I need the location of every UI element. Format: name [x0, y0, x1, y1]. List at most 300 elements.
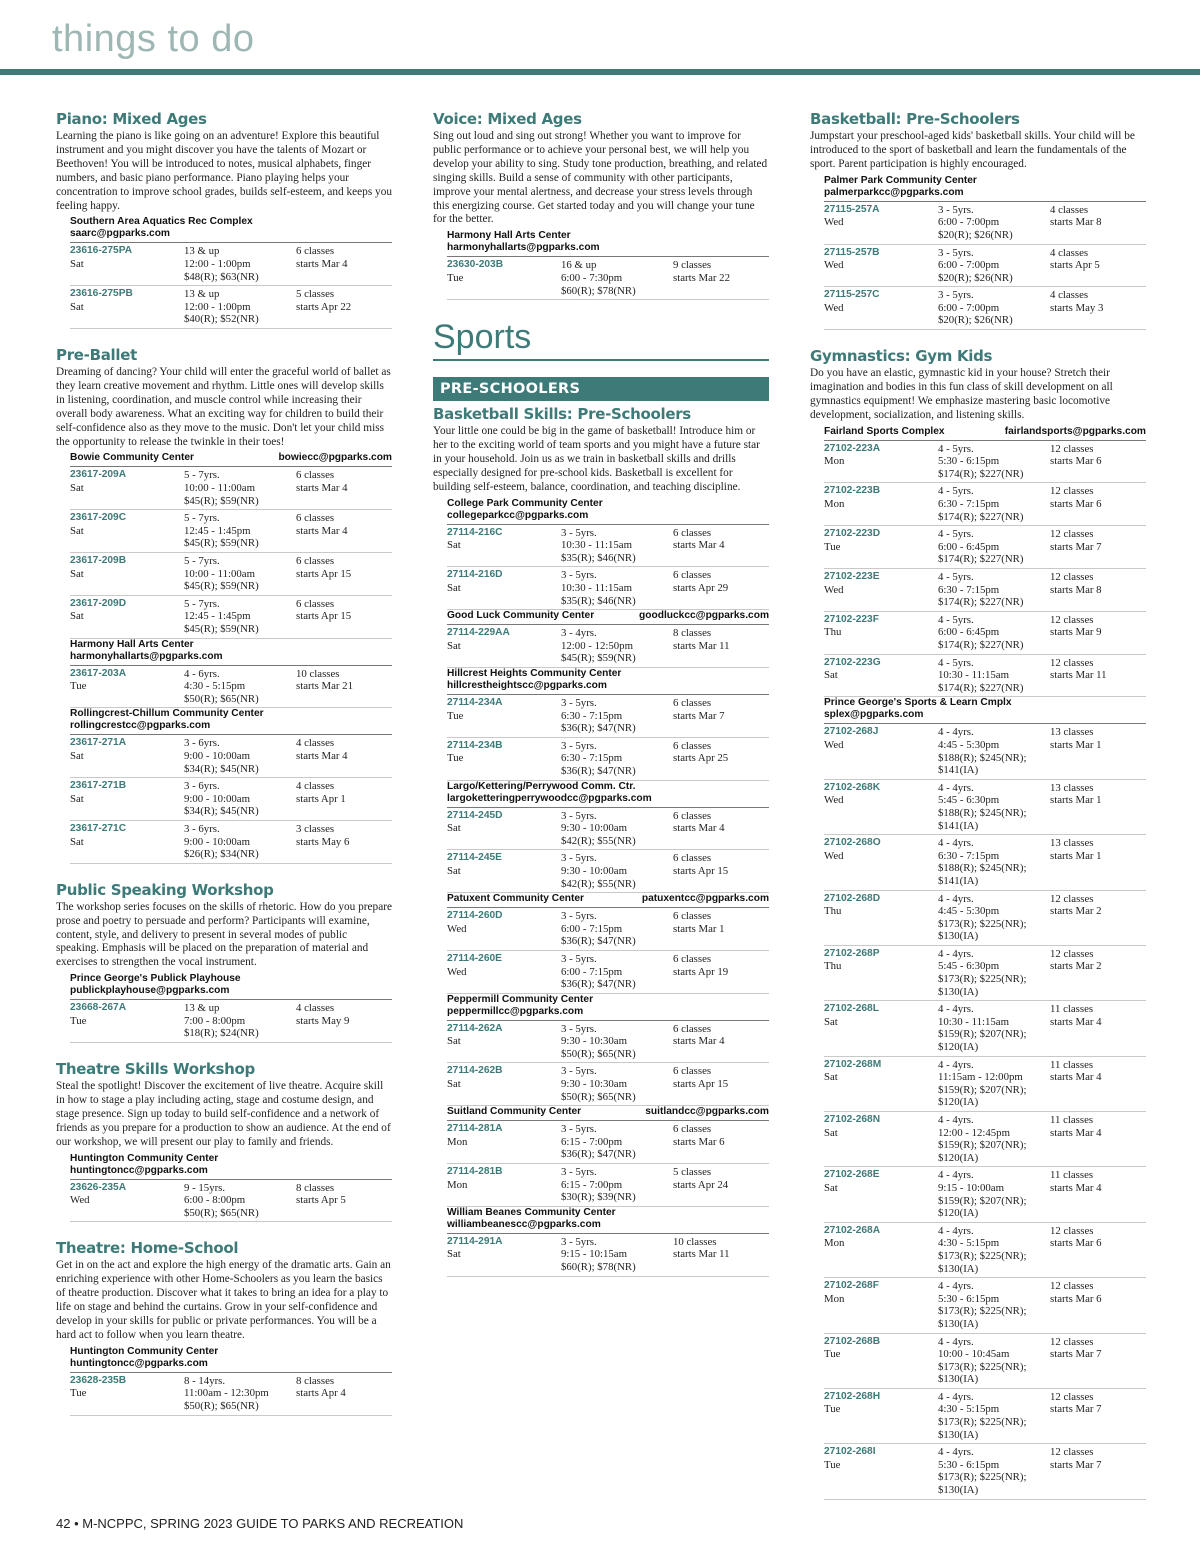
class-details-cell — [938, 289, 1050, 327]
class-start: starts Mar 4 — [296, 258, 348, 271]
location-header — [447, 994, 769, 1021]
class-start: starts Apr 5 — [1050, 259, 1100, 272]
class-code: 27114-245E — [447, 852, 502, 864]
class-schedule-cell — [1050, 247, 1146, 285]
class-start: starts Mar 7 — [673, 709, 725, 722]
class-start: starts Mar 6 — [1050, 1237, 1102, 1250]
class-start: starts Mar 1 — [1050, 738, 1102, 751]
class-day: Sat — [70, 792, 84, 805]
class-code-cell — [824, 247, 938, 285]
class-schedule-cell — [673, 1065, 769, 1103]
class-code-cell — [824, 289, 938, 327]
class-age: 3 - 6yrs. — [184, 822, 220, 835]
class-details-cell — [938, 247, 1050, 285]
class-count: 6 classes — [673, 569, 712, 582]
class-age: 4 - 4yrs. — [938, 1114, 974, 1126]
class-details-cell — [184, 1002, 296, 1040]
location-header — [447, 1106, 769, 1121]
class-fee: $50(R); $65(NR) — [561, 1090, 636, 1103]
class-code-cell — [824, 726, 938, 776]
class-count: 11 classes — [1050, 1058, 1094, 1071]
location-name: Good Luck Community Center — [447, 610, 595, 622]
class-time: 10:30 - 11:15am — [938, 669, 1009, 682]
class-details-cell — [561, 697, 673, 735]
location-name: Huntington Community Center — [70, 1345, 219, 1357]
class-day: Sat — [447, 1035, 461, 1048]
class-start: starts Mar 7 — [1050, 540, 1102, 553]
class-fee: $36(R); $47(NR) — [561, 764, 636, 777]
class-code-cell — [447, 1236, 561, 1274]
class-start: starts Apr 15 — [296, 567, 352, 580]
class-age: 3 - 5yrs. — [561, 569, 597, 582]
class-row — [70, 596, 392, 639]
class-details-cell — [938, 485, 1050, 523]
location-name: William Beanes Community Center — [447, 1206, 616, 1218]
class-count: 4 classes — [296, 737, 335, 750]
class-start: starts Mar 2 — [1050, 960, 1102, 973]
class-schedule-cell — [1050, 289, 1146, 327]
class-schedule-cell — [1050, 1391, 1146, 1441]
class-row — [447, 738, 769, 781]
program-section — [56, 110, 392, 329]
class-details-cell — [184, 288, 296, 326]
program-title: Basketball Skills: Pre-Schoolers — [433, 405, 691, 424]
class-details-cell — [938, 1169, 1050, 1219]
class-day: Sat — [70, 835, 84, 848]
class-schedule-cell — [1050, 1059, 1146, 1109]
location-email: hillcrestheightscc@pgparks.com — [447, 680, 607, 691]
page-header-title: things to do — [52, 18, 255, 60]
class-start: starts Apr 4 — [296, 1387, 346, 1400]
class-start: starts Mar 4 — [1050, 1015, 1102, 1028]
class-fee: $50(R); $65(NR) — [561, 1047, 636, 1060]
class-details-cell — [938, 1114, 1050, 1164]
class-day: Sat — [447, 1248, 461, 1261]
class-fee: $173(R); $225(NR); $130(IA) — [938, 1360, 1027, 1386]
class-code: 27115-257C — [824, 289, 880, 301]
class-schedule-cell — [1050, 443, 1146, 481]
class-count: 11 classes — [1050, 1169, 1094, 1182]
class-age: 4 - 5yrs. — [938, 613, 974, 626]
class-day: Sat — [447, 1078, 461, 1091]
class-start: starts Mar 6 — [673, 1135, 725, 1148]
class-day: Thu — [824, 626, 842, 639]
class-schedule-cell — [673, 569, 769, 607]
location-header — [70, 452, 392, 467]
class-start: starts Mar 8 — [1050, 583, 1102, 596]
class-day: Wed — [824, 301, 844, 314]
class-count: 6 classes — [296, 245, 335, 258]
class-schedule-cell — [296, 512, 392, 550]
class-time: 9:15 - 10:15am — [561, 1248, 627, 1261]
class-code: 27114-216D — [447, 569, 503, 581]
class-time: 9:30 - 10:30am — [561, 1078, 627, 1091]
class-start: starts Apr 15 — [673, 864, 729, 877]
class-start: starts Mar 6 — [1050, 498, 1102, 511]
class-fee: $30(R); $39(NR) — [561, 1191, 636, 1204]
class-time: 4:30 - 5:15pm — [938, 1403, 1000, 1416]
class-count: 10 classes — [296, 667, 340, 680]
class-code: 23617-209D — [70, 597, 127, 609]
program-section — [810, 347, 1146, 1500]
class-day: Wed — [824, 583, 844, 596]
class-day: Wed — [447, 965, 467, 978]
class-schedule-cell — [1050, 1336, 1146, 1386]
class-age: 4 - 4yrs. — [938, 1003, 974, 1016]
class-code-cell — [824, 614, 938, 652]
class-start: starts Apr 15 — [296, 610, 352, 623]
class-day: Mon — [824, 498, 845, 511]
class-time: 4:45 - 5:30pm — [938, 905, 1000, 918]
location-email: collegeparkcc@pgparks.com — [447, 509, 589, 521]
class-start: starts Mar 2 — [1050, 905, 1102, 918]
class-details-cell — [184, 737, 296, 775]
class-row — [824, 612, 1146, 655]
class-time: 10:30 - 11:15am — [561, 539, 632, 552]
location-name: Palmer Park Community Center — [824, 174, 977, 186]
class-day: Thu — [824, 960, 842, 973]
class-schedule-cell — [1050, 1280, 1146, 1330]
location-header — [447, 610, 769, 625]
program-description: Steal the spotlight! Discover the excitement of live theatre. Acquire skill in how to stage a play including acting, stage and costume design, and stage presence. Sign up today to build self-confidence and a network of friends as you prepare for a production to show an audience. At the end of our workshop, we will present our play to family and friends. — [56, 1080, 391, 1148]
class-fee: $174(R); $227(NR) — [938, 510, 1024, 523]
class-age: 3 - 6yrs. — [184, 780, 220, 793]
class-count: 4 classes — [296, 780, 335, 793]
class-row — [824, 724, 1146, 779]
class-time: 10:00 - 10:45am — [938, 1348, 1010, 1361]
class-fee: $159(R); $207(NR); $120(IA) — [938, 1194, 1027, 1220]
class-row — [447, 625, 769, 668]
class-age: 3 - 5yrs. — [561, 1166, 597, 1179]
location-name: Suitland Community Center — [447, 1106, 582, 1118]
class-count: 6 classes — [673, 739, 712, 752]
class-code-cell — [70, 737, 184, 775]
location-header — [70, 639, 392, 666]
location-email: publickplayhouse@pgparks.com — [70, 985, 230, 997]
class-count: 4 classes — [1050, 203, 1089, 216]
class-age: 13 & up — [184, 288, 220, 301]
class-time: 12:00 - 12:45pm — [938, 1126, 1010, 1139]
class-code: 23628-235B — [70, 1374, 127, 1386]
class-time: 12:00 - 12:50pm — [561, 639, 633, 652]
class-fee: $20(R); $26(NR) — [938, 314, 1013, 327]
class-age: 5 - 7yrs. — [184, 597, 220, 610]
class-start: starts Mar 1 — [1050, 794, 1102, 807]
class-details-cell — [938, 571, 1050, 609]
class-age: 4 - 4yrs. — [938, 837, 974, 850]
location-header — [447, 781, 769, 808]
program-section — [56, 1239, 392, 1415]
class-code: 23617-271B — [70, 780, 127, 792]
class-age: 16 & up — [561, 259, 597, 272]
class-count: 12 classes — [1050, 947, 1094, 960]
class-time: 5:45 - 6:30pm — [938, 960, 1000, 973]
class-code: 27114-234A — [447, 697, 503, 708]
class-row — [70, 553, 392, 596]
class-row — [824, 1278, 1146, 1333]
class-day: Tue — [447, 752, 464, 765]
location-name: Bowie Community Center — [70, 452, 194, 464]
class-details-cell — [561, 1065, 673, 1103]
class-code-cell — [70, 288, 184, 326]
class-count: 6 classes — [296, 555, 335, 567]
class-schedule-cell — [1050, 657, 1146, 695]
class-fee: $173(R); $225(NR); $130(IA) — [938, 917, 1027, 943]
program-title: Piano: Mixed Ages — [56, 110, 207, 128]
class-details-cell — [938, 1336, 1050, 1386]
class-row — [70, 243, 392, 286]
class-row — [824, 1389, 1146, 1444]
location-header — [824, 175, 1146, 202]
class-age: 3 - 5yrs. — [938, 246, 974, 259]
class-code-cell — [447, 740, 561, 778]
class-code-cell — [70, 1002, 184, 1040]
class-code: 27102-268A — [824, 1224, 881, 1236]
class-time: 6:00 - 7:00pm — [938, 259, 1000, 272]
class-code-cell — [447, 1023, 561, 1061]
class-code: 23617-271C — [70, 822, 127, 834]
class-count: 12 classes — [1050, 485, 1094, 498]
class-time: 6:15 - 7:00pm — [561, 1135, 623, 1148]
class-code: 27102-268M — [824, 1058, 882, 1070]
class-time: 10:00 - 11:00am — [184, 567, 255, 580]
class-code-cell — [824, 948, 938, 998]
class-count: 12 classes — [1050, 1390, 1094, 1403]
class-details-cell — [561, 569, 673, 607]
class-start: starts May 3 — [1050, 301, 1104, 314]
program-description: Learning the piano is like going on an adventure! Explore this beautiful instrument and you might discover you have the talents of Mozart or Beethoven! You will be introduced to notes, musical alphabets, finger numbers, and basic piano performance. Piano playing helps your concentration to improve school grades, builds self-esteem, and keeps you feeling happy. — [56, 130, 392, 212]
class-age: 3 - 5yrs. — [561, 1235, 597, 1248]
class-details-cell — [938, 1059, 1050, 1109]
program-title: Gymnastics: Gym Kids — [810, 347, 993, 366]
class-schedule-cell — [1050, 782, 1146, 832]
class-row — [70, 821, 392, 864]
class-row — [447, 1063, 769, 1106]
class-day: Sat — [824, 1181, 838, 1194]
class-age: 4 - 5yrs. — [938, 528, 974, 541]
class-row — [447, 567, 769, 610]
class-schedule-cell — [673, 852, 769, 890]
class-schedule-cell — [673, 1166, 769, 1204]
class-day: Sat — [70, 300, 84, 313]
location-name: College Park Community Center — [447, 497, 603, 509]
class-start: starts Mar 11 — [673, 1248, 730, 1261]
class-details-cell — [561, 1236, 673, 1274]
class-start: starts Mar 4 — [1050, 1126, 1102, 1139]
class-count: 13 classes — [1050, 781, 1094, 794]
location-header — [70, 1346, 392, 1373]
class-code: 27114-281A — [447, 1123, 503, 1135]
class-code-cell — [824, 1169, 938, 1219]
class-age: 4 - 5yrs. — [938, 442, 974, 455]
class-count: 6 classes — [673, 1123, 712, 1136]
program-section — [433, 405, 769, 1276]
class-row — [824, 1223, 1146, 1278]
class-start: starts Mar 4 — [1050, 1181, 1102, 1194]
location-header — [447, 668, 769, 695]
class-time: 9:30 - 10:00am — [561, 864, 627, 877]
class-code: 27102-268H — [824, 1390, 881, 1402]
location-header — [447, 498, 769, 525]
class-code: 27102-268D — [824, 892, 881, 904]
location-email: rollingcrestcc@pgparks.com — [70, 720, 211, 732]
class-schedule-cell — [296, 668, 392, 706]
class-age: 4 - 4yrs. — [938, 1058, 974, 1071]
class-row — [70, 1000, 392, 1043]
location-name: Southern Area Aquatics Rec Complex — [70, 216, 253, 228]
class-code: 27114-291A — [447, 1235, 503, 1247]
class-count: 4 classes — [1050, 289, 1089, 302]
location-line — [824, 426, 1146, 438]
class-fee: $18(R); $24(NR) — [184, 1027, 259, 1040]
class-day: Mon — [447, 1178, 468, 1191]
class-time: 6:30 - 7:15pm — [561, 709, 623, 722]
class-details-cell — [938, 782, 1050, 832]
class-code-cell — [824, 204, 938, 242]
class-age: 5 - 7yrs. — [184, 469, 220, 482]
class-time: 4:45 - 5:30pm — [938, 738, 1000, 751]
class-code: 23616-275PB — [70, 288, 133, 300]
class-details-cell — [938, 443, 1050, 481]
location-header — [447, 893, 769, 908]
class-day: Sat — [70, 258, 84, 271]
class-details-cell — [938, 1280, 1050, 1330]
class-fee: $173(R); $225(NR); $130(IA) — [938, 1249, 1027, 1275]
class-schedule-cell — [673, 1123, 769, 1161]
class-schedule-cell — [296, 1002, 392, 1040]
class-time: 9:00 - 10:00am — [184, 749, 250, 762]
category-banner: PRE-SCHOOLERS — [433, 377, 769, 401]
class-time: 6:30 - 7:15pm — [938, 498, 1000, 511]
class-details-cell — [561, 953, 673, 991]
program-title: Public Speaking Workshop — [56, 880, 274, 899]
class-code: 27102-223A — [824, 442, 881, 454]
class-fee: $159(R); $207(NR); $120(IA) — [938, 1028, 1027, 1054]
class-details-cell — [938, 528, 1050, 566]
class-age: 3 - 5yrs. — [561, 910, 597, 923]
class-age: 4 - 6yrs. — [184, 667, 220, 680]
location-email: harmonyhallarts@pgparks.com — [447, 242, 600, 254]
class-age: 8 - 14yrs. — [184, 1374, 226, 1387]
class-count: 13 classes — [1050, 837, 1094, 850]
location-email: huntingtoncc@pgparks.com — [70, 1164, 208, 1176]
class-day: Wed — [824, 738, 844, 751]
class-row — [70, 286, 392, 329]
class-age: 3 - 5yrs. — [561, 739, 597, 752]
class-age: 4 - 4yrs. — [938, 947, 974, 960]
class-day: Wed — [824, 849, 844, 862]
class-schedule-cell — [296, 780, 392, 818]
class-details-cell — [561, 1023, 673, 1061]
class-schedule-cell — [1050, 1114, 1146, 1164]
class-row — [447, 908, 769, 951]
class-start: starts May 9 — [296, 1014, 350, 1027]
class-row — [824, 780, 1146, 835]
class-age: 4 - 4yrs. — [938, 1169, 974, 1182]
class-schedule-cell — [296, 598, 392, 636]
class-fee: $45(R); $59(NR) — [561, 652, 636, 665]
class-day: Wed — [824, 794, 844, 807]
class-code: 27102-223B — [824, 485, 881, 497]
class-code: 27102-268B — [824, 1335, 881, 1347]
class-time: 12:00 - 1:00pm — [184, 258, 251, 271]
class-time: 6:00 - 7:00pm — [938, 301, 1000, 314]
class-time: 9:30 - 10:30am — [561, 1035, 627, 1048]
class-count: 3 classes — [296, 822, 335, 835]
location-header — [70, 1153, 392, 1180]
class-fee: $173(R); $225(NR); $130(IA) — [938, 973, 1027, 998]
class-schedule-cell — [1050, 204, 1146, 242]
location-email: saarc@pgparks.com — [70, 228, 170, 240]
class-age: 3 - 5yrs. — [561, 809, 597, 822]
class-schedule-cell — [1050, 1003, 1146, 1053]
program-section — [810, 110, 1146, 330]
class-start: starts Mar 4 — [296, 482, 348, 495]
class-code-cell — [824, 1391, 938, 1441]
class-row — [824, 655, 1146, 698]
class-code-cell — [447, 852, 561, 890]
location-name: Harmony Hall Arts Center — [70, 638, 194, 650]
class-code-cell — [447, 697, 561, 735]
class-age: 13 & up — [184, 1002, 220, 1015]
class-fee: $159(R); $207(NR); $120(IA) — [938, 1083, 1027, 1109]
class-age: 3 - 5yrs. — [561, 697, 597, 709]
class-code: 27114-234B — [447, 739, 503, 751]
class-fee: $34(R); $45(NR) — [184, 805, 259, 818]
class-fee: $60(R); $78(NR) — [561, 1261, 636, 1273]
class-fee: $173(R); $225(NR); $130(IA) — [938, 1471, 1027, 1497]
location-line — [447, 893, 769, 905]
class-details-cell — [561, 810, 673, 848]
class-count: 9 classes — [673, 259, 712, 272]
class-time: 6:00 - 7:15pm — [561, 965, 623, 978]
class-age: 3 - 5yrs. — [938, 289, 974, 302]
class-start: starts Mar 1 — [673, 922, 725, 935]
class-code: 23617-209A — [70, 469, 127, 481]
class-details-cell — [561, 527, 673, 565]
class-row — [70, 1373, 392, 1416]
column-3 — [810, 110, 1146, 1517]
class-count: 5 classes — [673, 1166, 712, 1179]
class-start: starts Mar 9 — [1050, 626, 1102, 639]
program-section — [56, 1060, 392, 1222]
class-time: 6:00 - 6:45pm — [938, 540, 1000, 553]
class-row — [824, 569, 1146, 612]
class-start: starts Mar 6 — [1050, 455, 1102, 468]
class-row — [447, 850, 769, 893]
location-email: fairlandsports@pgparks.com — [1004, 425, 1146, 437]
location-name: Hillcrest Heights Community Center — [447, 668, 622, 679]
location-name: Largo/Kettering/Perrywood Comm. Ctr. — [447, 780, 636, 792]
class-schedule-cell — [673, 810, 769, 848]
class-age: 3 - 5yrs. — [561, 1123, 597, 1136]
class-time: 9:00 - 10:00am — [184, 792, 250, 805]
location-header — [824, 697, 1146, 724]
class-start: starts Mar 11 — [673, 639, 730, 652]
class-code-cell — [70, 780, 184, 818]
class-row — [824, 287, 1146, 330]
class-age: 4 - 5yrs. — [938, 571, 974, 584]
class-fee: $174(R); $227(NR) — [938, 639, 1024, 651]
class-age: 4 - 4yrs. — [938, 1280, 974, 1293]
class-count: 12 classes — [1050, 1446, 1094, 1459]
class-count: 12 classes — [1050, 528, 1094, 541]
class-code-cell — [824, 1225, 938, 1275]
class-age: 4 - 4yrs. — [938, 781, 974, 794]
class-day: Tue — [824, 1458, 841, 1471]
class-fee: $173(R); $225(NR); $130(IA) — [938, 1305, 1027, 1330]
class-code-cell — [447, 569, 561, 607]
